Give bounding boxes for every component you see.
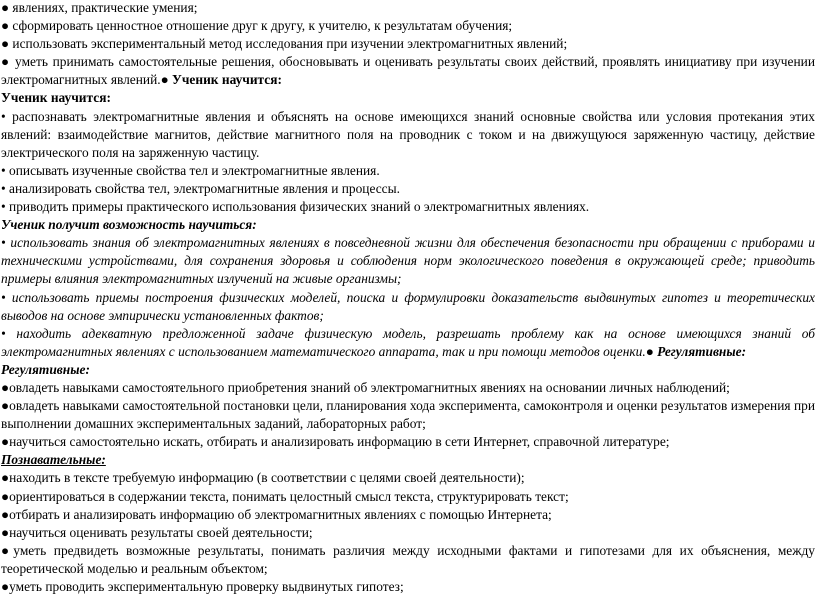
list-item-text: • находить адекватную предложенной задаче физическую модель, разрешать проблему как на основе имеющихся знаний об электромагнитных явлениях с использованием математического аппарата, так и при помощи методов оценки. [1, 325, 815, 359]
list-item: • использовать знания об электромагнитных явлениях в повседневной жизни для обеспечения безопасности при обращении с приборами и техническими устройствами, для сохранения здоровья и соблюдения норм экологического поведения в окружающей среде; приводить примеры влияния электромагнитных излучений на живые организмы; [1, 235, 815, 287]
bullet-line: ● сформировать ценностное отношение друг к другу, к учителю, к результатам обучения; [1, 18, 513, 34]
list-item: • приводить примеры практического использования физических знаний о электромагнитных явлениях. [1, 199, 590, 215]
list-item: ●уметь предвидеть возможные результаты, понимать различия между исходными фактами и гипотезами для их объяснения, между теоретической моделью и реальным объектом; [1, 542, 815, 576]
list-item [1, 325, 815, 361]
list-item: ●овладеть навыками самостоятельной постановки цели, планирования хода эксперимента, самоконтроля и оценки результатов измерения при выполнении домашних экспериментальных заданий, лабораторных работ; [1, 398, 815, 432]
bullet-line: ● явлениях, практические умения; [1, 0, 198, 15]
section-heading-regulative: Регулятивные: [1, 361, 90, 377]
list-item: • использовать приемы построения физических моделей, поиска и формулировки доказательств выдвинутых гипотез и теоретических выводов на основе эмпирически установленных фактов; [1, 289, 815, 323]
list-item: ●находить в тексте требуемую информацию (в соответствии с целями своей деятельности); [1, 470, 525, 486]
list-item: • описывать изученные свойства тел и электромагнитные явления. [1, 162, 380, 178]
section-heading-opportunity: Ученик получит возможность научиться: [1, 217, 257, 233]
list-item: ●научиться оценивать результаты своей деятельности; [1, 524, 313, 540]
list-item: • распознавать электромагнитные явления и объяснять на основе имеющихся знаний основные свойства или условия протекания этих явлений: взаимодействие магнитов, действие магнитного поля на проводник с током и на движущуюся заряженную частицу, действие электрического поля на заряженную частицу. [1, 108, 815, 160]
bullet-line [1, 53, 815, 89]
section-heading-cognitive: Познавательные: [1, 452, 106, 468]
list-item: ●ориентироваться в содержании текста, понимать целостный смысл текста, структурировать текст; [1, 488, 569, 504]
inline-heading: ● Регулятивные: [645, 343, 747, 359]
bullet-text: ● уметь принимать самостоятельные решения, обосновывать и оценивать результаты своих действий, проявлять инициативу при изучении электромагнитных явлений. [1, 54, 815, 88]
list-item: ●овладеть навыками самостоятельного приобретения знаний об электромагнитных явениях на основании личных наблюдений; [1, 379, 730, 395]
list-item: ●отбирать и анализировать информацию об электромагнитных явлениях с помощью Интернета; [1, 506, 552, 522]
list-item: ●уметь проводить экспериментальную проверку выдвинутых гипотез; [1, 579, 404, 594]
list-item: ●научиться самостоятельно искать, отбирать и анализировать информацию в сети Интернет, справочной литературе; [1, 434, 670, 450]
section-heading-learn: Ученик научится: [1, 90, 111, 106]
inline-heading: ● Ученик научится: [160, 72, 282, 88]
bullet-line: ● использовать экспериментальный метод исследования при изучении электромагнитных явлений; [1, 36, 568, 52]
list-item: • анализировать свойства тел, электромагнитные явления и процессы. [1, 180, 400, 196]
